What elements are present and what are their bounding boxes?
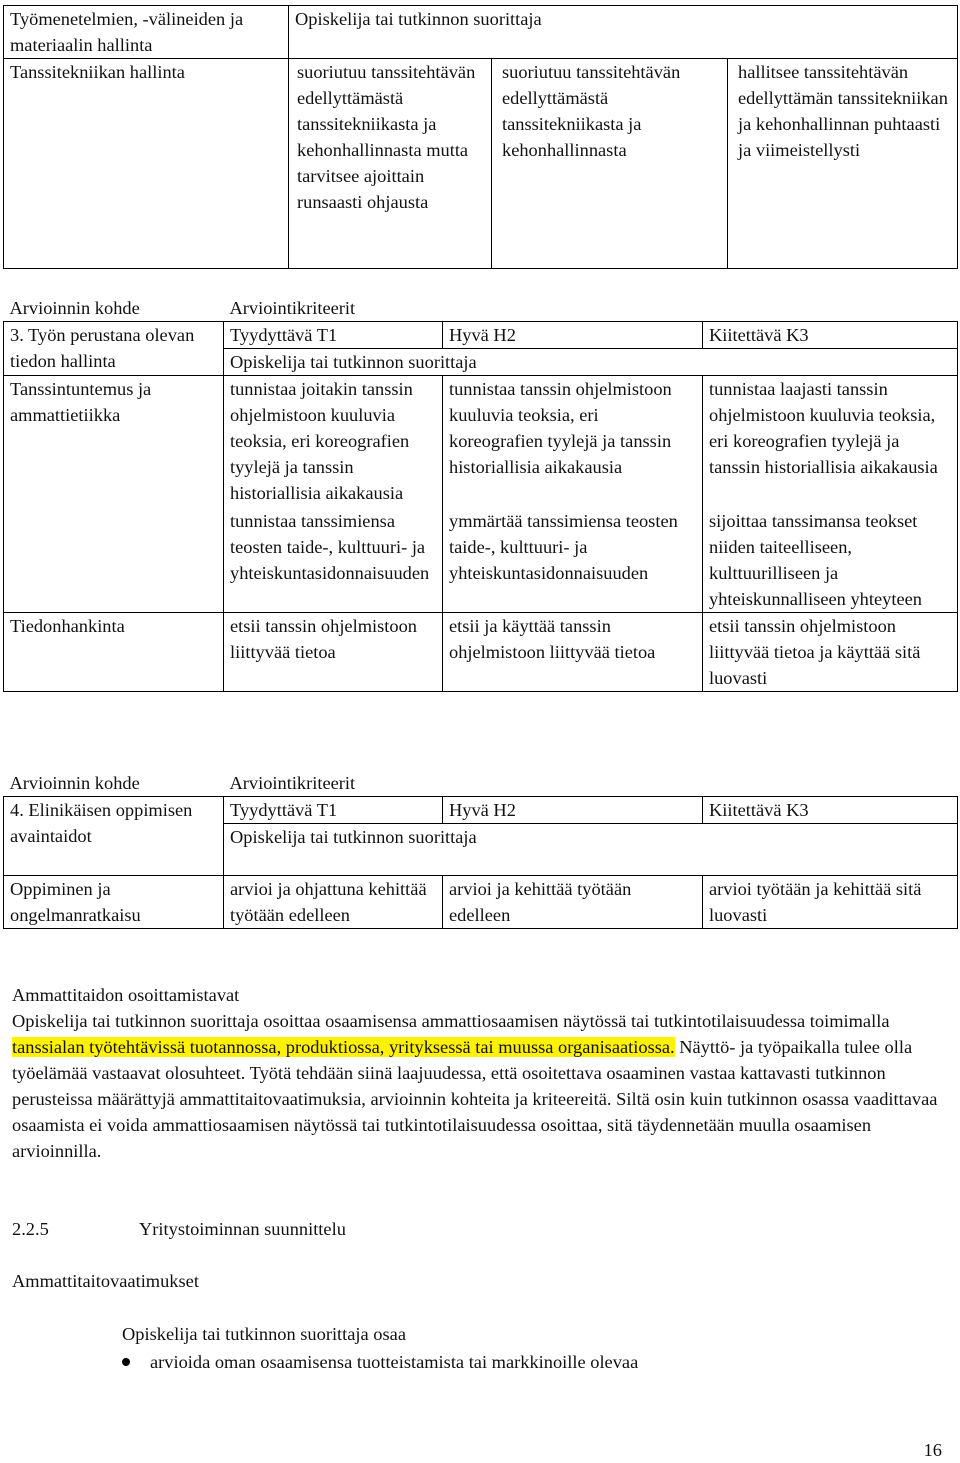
criteria-k3: hallitsee tanssitehtävän edellyttämän tanssitekniikan ja kehonhallinnan puhtaasti ja viimeistellysti bbox=[728, 59, 958, 269]
row-label: Oppiminen ja ongelmanratkaisu bbox=[4, 876, 224, 929]
kriteerit-label: Arviointikriteerit bbox=[229, 298, 356, 318]
criteria-h2: etsii ja käyttää tanssin ohjelmistoon liittyvää tietoa bbox=[443, 613, 703, 692]
col1-header: Työmenetelmien, -välineiden ja materiaalin hallinta bbox=[4, 6, 289, 59]
criteria-table-learning bbox=[3, 770, 958, 929]
criteria-h2: tunnistaa tanssin ohjelmistoon kuuluvia teoksia, eri koreografien tyylejä ja tanssin historiallisia aikakausia bbox=[443, 376, 703, 507]
section-title: 3. Työn perustana olevan tiedon hallinta bbox=[4, 322, 224, 376]
criteria-t1: arvioi ja ohjattuna kehittää työtään edelleen bbox=[224, 876, 443, 929]
grade-t1: Tyydyttävä T1 bbox=[224, 797, 443, 824]
page-number: 16 bbox=[923, 1440, 942, 1460]
criteria-t1: suoriutuu tanssitehtävän edellyttämästä tanssitekniikasta ja kehonhallinnasta mutta tarvitsee ajoittain runsaasti ohjausta bbox=[289, 59, 492, 269]
criteria-t1: tunnistaa tanssimiensa teosten taide-, kulttuuri- ja yhteiskuntasidonnaisuuden bbox=[224, 506, 443, 613]
subject-label: Opiskelija tai tutkinnon suorittaja bbox=[224, 824, 958, 876]
demonstration-heading: Ammattitaidon osoittamistavat bbox=[12, 985, 240, 1005]
subject-label: Opiskelija tai tutkinnon suorittaja bbox=[224, 349, 958, 376]
section-title: 4. Elinikäisen oppimisen avaintaidot bbox=[4, 797, 224, 876]
paragraph-text: Opiskelija tai tutkinnon suorittaja osoittaa osaamisensa ammattiosaamisen näytössä tai tutkintotilaisuudessa toimimalla bbox=[12, 1011, 890, 1031]
criteria-h2: ymmärtää tanssimiensa teosten taide-, kulttuuri- ja yhteiskuntasidonnaisuuden bbox=[443, 506, 703, 613]
criteria-h2: arvioi ja kehittää työtään edelleen bbox=[443, 876, 703, 929]
skills-table-technique bbox=[3, 5, 958, 269]
osaa-line: Opiskelija tai tutkinnon suorittaja osaa bbox=[122, 1324, 406, 1344]
section-heading bbox=[12, 1216, 947, 1242]
row-label: Tanssitekniikan hallinta bbox=[4, 59, 289, 269]
criteria-t1: tunnistaa joitakin tanssin ohjelmistoon kuuluvia teoksia, eri koreografien tyylejä ja tanssin historiallisia aikakausia bbox=[224, 376, 443, 507]
bullet-icon bbox=[122, 1358, 130, 1366]
grade-k3: Kiitettävä K3 bbox=[703, 797, 958, 824]
kohde-label: Arvioinnin kohde bbox=[9, 298, 140, 318]
section-number: 2.2.5 bbox=[12, 1219, 49, 1239]
criteria-table-knowledge bbox=[3, 295, 958, 692]
highlighted-text: tanssialan työtehtävissä tuotannossa, produktiossa, yrityksessä tai muussa organisaatiossa. bbox=[12, 1037, 675, 1057]
criteria-k3: tunnistaa laajasti tanssin ohjelmistoon kuuluvia teoksia, eri koreografien tyylejä ja tanssin historiallisia aikakausia bbox=[703, 376, 958, 507]
section-title: Yritystoiminnan suunnittelu bbox=[139, 1219, 346, 1239]
kriteerit-label: Arviointikriteerit bbox=[229, 773, 356, 793]
criteria-k3: arvioi työtään ja kehittää sitä luovasti bbox=[703, 876, 958, 929]
grade-k3: Kiitettävä K3 bbox=[703, 322, 958, 349]
column-header: Opiskelija tai tutkinnon suorittaja bbox=[289, 6, 958, 59]
row-label: Tanssintuntemus ja ammattietiikka bbox=[4, 376, 224, 613]
grade-t1: Tyydyttävä T1 bbox=[224, 322, 443, 349]
criteria-k3: etsii tanssin ohjelmistoon liittyvää tietoa ja käyttää sitä luovasti bbox=[703, 613, 958, 692]
criteria-k3: sijoittaa tanssimansa teokset niiden taiteelliseen, kulttuurilliseen ja yhteiskunnalliseen yhteyteen bbox=[703, 506, 958, 613]
requirements-heading: Ammattitaitovaatimukset bbox=[12, 1271, 199, 1291]
row-label: Tiedonhankinta bbox=[4, 613, 224, 692]
criteria-h2: suoriutuu tanssitehtävän edellyttämästä tanssitekniikasta ja kehonhallinnasta bbox=[492, 59, 728, 269]
paragraph-text: Näyttö- ja työpaikalla tulee olla työelämää vastaavat olosuhteet. Työtä tehdään siinä laajuudessa, että osoitettava osaaminen vastaa kattavasti tutkinnon perusteissa määrättyjä ammattitaitovaatimuksia, arvioinnin kohteita ja kriteereitä. Siltä osin kuin tutkinnon osassa vaadittavaa osaamista ei voida ammattiosaamisen näytössä tai tutkintotilaisuudessa osoittaa, sitä täydennetään muulla osaamisen arvioinnilla. bbox=[12, 1037, 938, 1161]
demonstration-paragraph bbox=[12, 1008, 947, 1164]
kohde-label: Arvioinnin kohde bbox=[9, 773, 140, 793]
grade-h2: Hyvä H2 bbox=[443, 322, 703, 349]
criteria-t1: etsii tanssin ohjelmistoon liittyvää tietoa bbox=[224, 613, 443, 692]
bullet-text: arvioida oman osaamisensa tuotteistamista tai markkinoille olevaa bbox=[150, 1352, 639, 1372]
bullet-item bbox=[122, 1349, 638, 1375]
grade-h2: Hyvä H2 bbox=[443, 797, 703, 824]
